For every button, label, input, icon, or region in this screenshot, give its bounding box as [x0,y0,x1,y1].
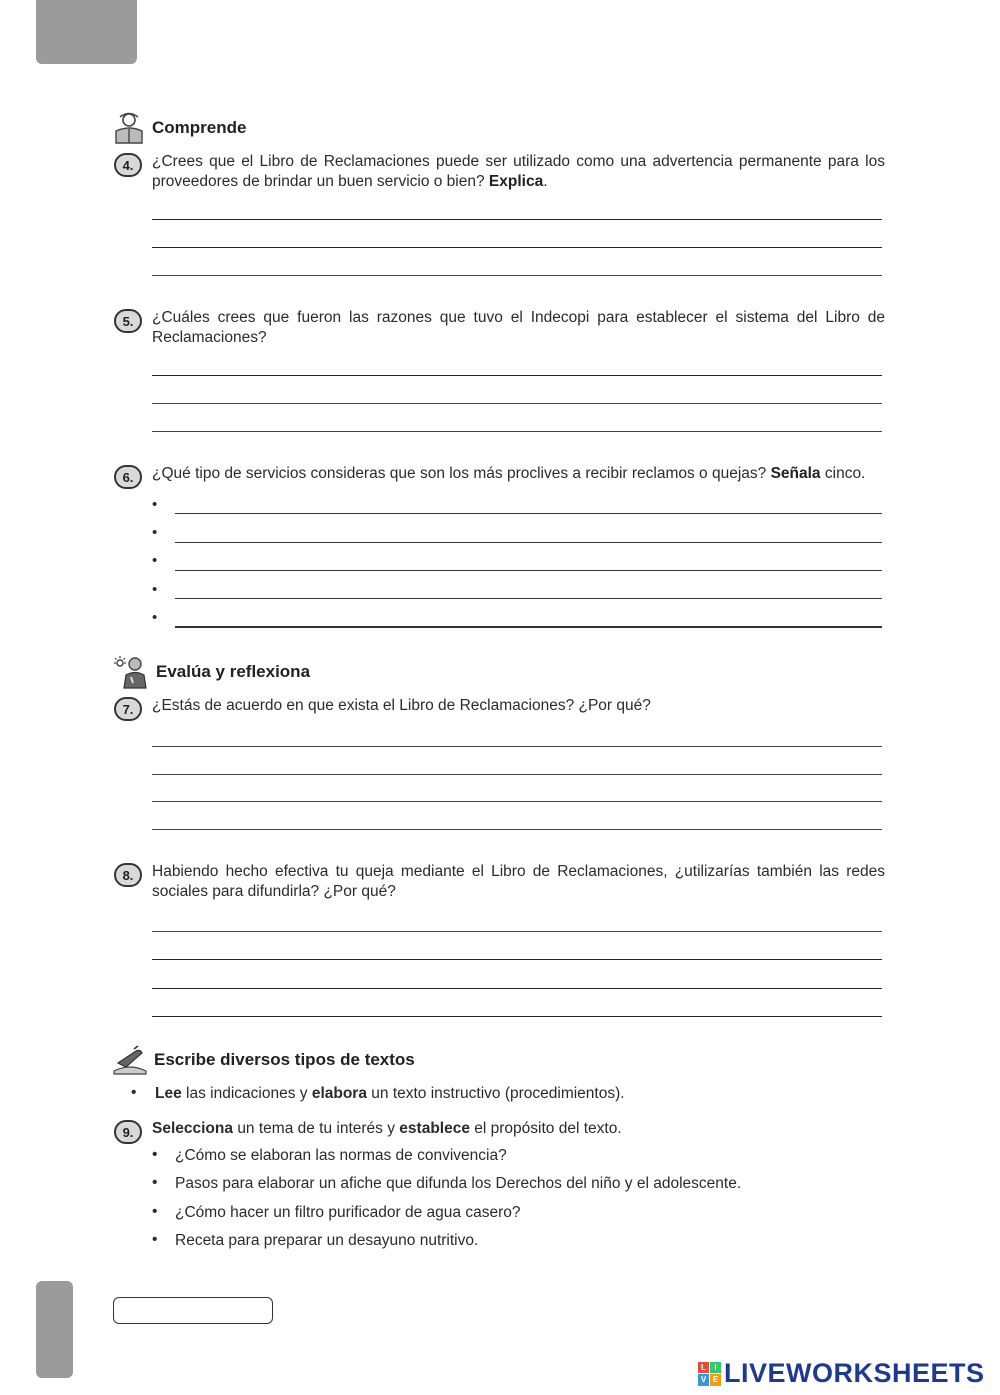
answer-line[interactable] [152,746,882,747]
answer-line[interactable] [152,403,882,404]
question-number-9: 9. [114,1120,142,1144]
section-title: Comprende [152,118,247,137]
answer-line[interactable] [152,959,882,960]
logo-letter: E [710,1374,721,1386]
answer-line[interactable] [152,275,882,276]
answer-line[interactable] [175,570,882,571]
bullet: • [152,1174,158,1191]
topic-item: Pasos para elaborar un afiche que difunda los Derechos del niño y el adolescente. [175,1175,742,1192]
section-header-comprende [112,111,246,145]
answer-line[interactable] [152,431,882,432]
section-title: Evalúa y reflexiona [156,662,311,681]
answer-line[interactable] [152,774,882,775]
bullet: • [152,1231,158,1248]
bullet: • [152,496,158,513]
question-8: Habiendo hecho efectiva tu queja mediante el Libro de Reclamaciones, ¿utilizarías también las redes sociales para difundirla? ¿Por qué? [152,863,885,900]
question-number-7: 7. [114,697,142,721]
instruction-text: Lee las indicaciones y elabora un texto instructivo (procedimientos). [155,1085,625,1102]
bullet: • [131,1084,137,1101]
bullet: • [152,552,158,569]
question-4: ¿Crees que el Libro de Reclamaciones puede ser utilizado como una advertencia permanente para los proveedores de brindar un buen servicio o bien? Explica. [152,153,885,190]
answer-line[interactable] [175,542,882,543]
bullet: • [152,1203,158,1220]
question-number-5: 5. [114,309,142,333]
section-header-evalua [112,655,310,689]
bullet: • [152,1146,158,1163]
question-number-6: 6. [114,465,142,489]
topic-item: ¿Cómo hacer un filtro purificador de agua casero? [175,1204,521,1221]
question-number-4: 4. [114,153,142,177]
logo-text: LIVEWORKSHEETS [724,1358,985,1388]
page-tab-top [36,0,137,64]
reading-student-icon [112,111,146,145]
liveworksheets-logo[interactable] [698,1358,985,1389]
bullet: • [152,609,158,626]
logo-box [698,1362,721,1386]
answer-line[interactable] [175,598,882,599]
answer-line[interactable] [152,988,882,989]
question-6: ¿Qué tipo de servicios consideras que son los más proclives a recibir reclamos o quejas? Señala cinco. [152,465,866,482]
answer-line[interactable] [175,626,882,628]
page-tab-bottom [36,1281,73,1378]
question-9: Selecciona un tema de tu interés y establece el propósito del texto. [152,1120,622,1137]
thinking-person-icon [112,655,150,689]
answer-line[interactable] [175,513,882,514]
logo-letter: V [698,1374,709,1386]
page-number-box [113,1297,273,1324]
bullet: • [152,581,158,598]
question-5: ¿Cuáles crees que fueron las razones que tuvo el Indecopi para establecer el sistema del Libro de Reclamaciones? [152,309,885,346]
answer-line[interactable] [152,375,882,376]
question-7: ¿Estás de acuerdo en que exista el Libro de Reclamaciones? ¿Por qué? [152,697,651,714]
question-number-8: 8. [114,863,142,887]
answer-line[interactable] [152,219,882,220]
writing-hand-icon [112,1045,148,1075]
topic-item: ¿Cómo se elaboran las normas de convivencia? [175,1147,507,1164]
logo-letter: L [698,1362,709,1374]
bullet: • [152,524,158,541]
logo-letter: I [710,1362,721,1374]
answer-line[interactable] [152,247,882,248]
topic-item: Receta para preparar un desayuno nutritivo. [175,1232,479,1249]
answer-line[interactable] [152,801,882,802]
section-header-escribe [112,1045,415,1075]
section-title: Escribe diversos tipos de textos [154,1050,415,1069]
answer-line[interactable] [152,1016,882,1017]
answer-line[interactable] [152,931,882,932]
answer-line[interactable] [152,829,882,830]
